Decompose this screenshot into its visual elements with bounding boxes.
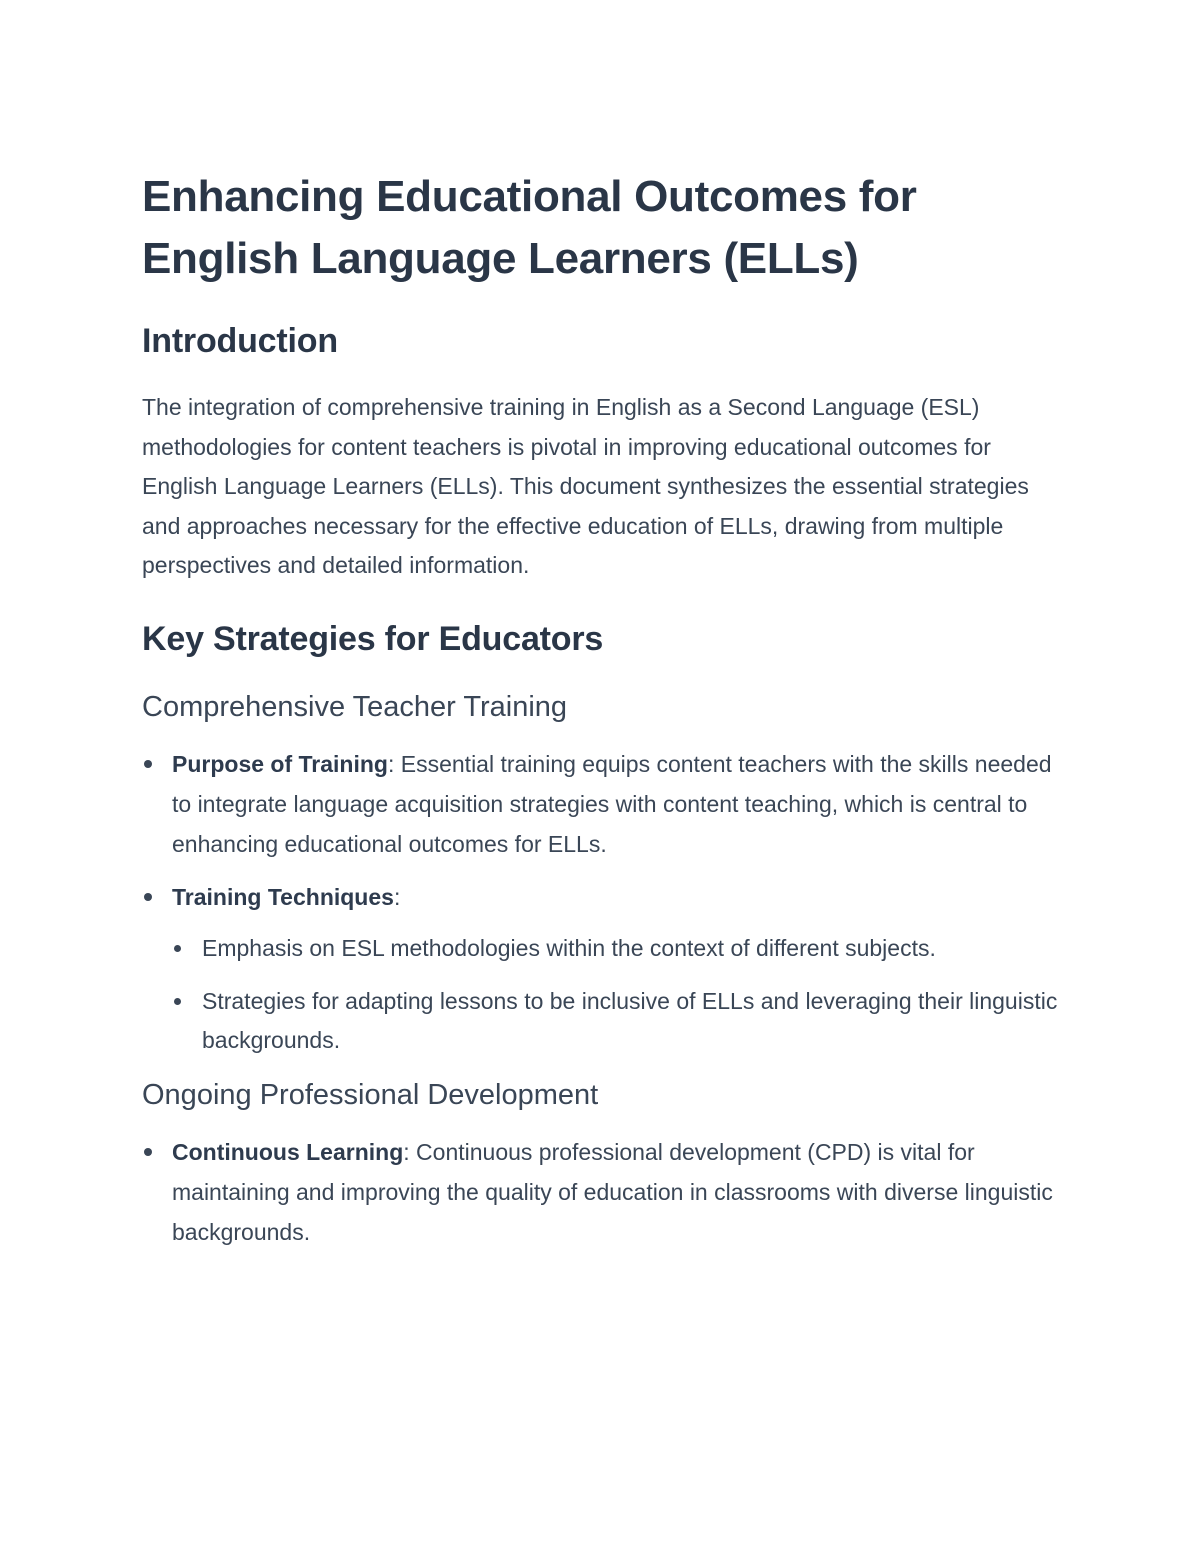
list-item-text: : Essential training equips content teachers with the skills needed to integrate language acquisition strategies with content teaching, which is central to enhancing educational outcomes for ELLs. <box>172 750 1052 857</box>
list-item <box>142 744 1062 864</box>
list-item-text: : <box>393 883 401 910</box>
bullet-icon <box>144 893 152 901</box>
bullet-icon <box>144 760 152 768</box>
sub-list-item-text: Emphasis on ESL methodologies within the context of different subjects. <box>202 934 936 961</box>
training-techniques-sublist <box>172 929 1062 1060</box>
teacher-training-heading: Comprehensive Teacher Training <box>142 690 568 723</box>
sub-list-item <box>172 982 1062 1060</box>
list-item <box>142 877 1062 1060</box>
introduction-heading: Introduction <box>142 322 338 360</box>
teacher-training-list <box>142 744 1062 1060</box>
list-item-term: Continuous Learning <box>172 1138 404 1165</box>
list-item <box>142 1132 1062 1252</box>
list-item-text: : Continuous professional development (CPD) is vital for maintaining and improving the quality of education in classrooms with diverse linguistic backgrounds. <box>172 1138 1053 1245</box>
key-strategies-heading: Key Strategies for Educators <box>142 619 604 658</box>
bullet-icon <box>144 1148 152 1156</box>
sub-list-item-text: Strategies for adapting lessons to be inclusive of ELLs and leveraging their linguistic backgrounds. <box>202 987 1058 1053</box>
list-item-term: Purpose of Training <box>172 750 388 777</box>
bullet-icon <box>174 945 181 952</box>
introduction-paragraph: The integration of comprehensive training in English as a Second Language (ESL) methodologies for content teachers is pivotal in improving educational outcomes for English Language Learners (ELLs). This document synthesizes the essential strategies and approaches necessary for the effective education of ELLs, drawing from multiple perspectives and detailed information. <box>142 394 1029 578</box>
bullet-icon <box>174 998 181 1005</box>
list-item-term: Training Techniques <box>172 883 394 910</box>
document-title: Enhancing Educational Outcomes for English Language Learners (ELLs) <box>142 172 917 283</box>
document-page <box>142 166 1062 1265</box>
professional-development-heading: Ongoing Professional Development <box>142 1078 599 1111</box>
professional-development-list <box>142 1132 1062 1252</box>
sub-list-item <box>172 929 1062 968</box>
